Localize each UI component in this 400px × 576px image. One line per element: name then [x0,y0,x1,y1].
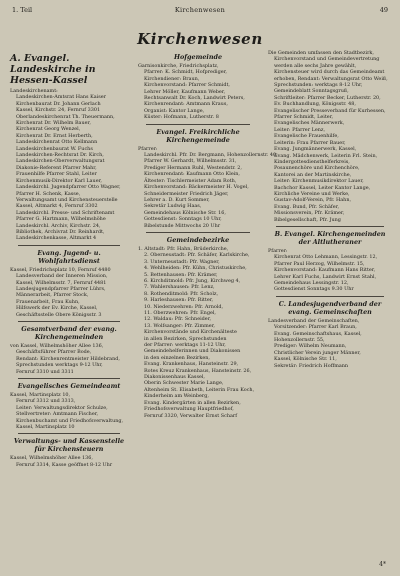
text-line: 1. Altstadt: Pfr. Hahn, Brüderkirche, [138,245,229,252]
text-line: Landeskirchl. Presse- und Schriftenamt [16,209,115,216]
text-line: Landeskirchenkasse, Altmarkt 4 [16,235,97,242]
text-line: Kirchenrat Dr. Ernst Herberth, [16,132,93,139]
text-line: Kindergottesdiensthelferkreis, [274,158,350,165]
column-1 [10,50,128,562]
section-rule [276,226,384,227]
text-line: Kassel, Altmarkt 4, Fernruf 3302 [16,203,98,210]
text-line: Kirchenrat Georg Wenzel, [16,126,81,133]
text-line: Lehrer a. D. Kurt Sommer, [144,196,210,203]
text-line: Die Gemeinden umfassen den Stadtbezirk, [268,50,374,56]
section-rule [276,296,384,297]
text-line: 8. Rothenditmold: Pfr. Scholz, [144,290,219,297]
section-heading: Evangel. Freikirchliche Kirchengemeinde [156,127,240,144]
text-line: Landeskirchl. Jugendpfarrer Otto Wagner, [16,184,121,191]
text-line: Verwaltungsamt und Kirchensteuerstelle [16,196,118,203]
text-line: Gustav-Adolf-Verein, Pfr. Hahn, [274,197,352,204]
text-line: Kassel, Friedrichsplatz 10, Fernruf 4480 [10,266,111,273]
signature-mark: 4* [379,561,386,568]
text-line: Pfarrer G. Hartmann, Wilhelmshöhe [16,216,106,223]
text-line: Kirchenrendant: Kaufmann Otto Klein, [144,171,240,178]
text-line: Leiter: Verwaltungsdirektor Schulze, [16,404,108,411]
text-line: Pfarrer Schmidt, Leiter, [274,114,334,121]
text-line: Lehrer Karl Fuchs, Landwirt Ernst Stahl, [274,273,377,280]
text-line: Landeskirchen-Oberverwaltungsrat [16,158,105,165]
section-body [268,318,392,369]
text-line: Pfarrer: [138,145,158,152]
text-line: von Kassel, Wilhelmshöher Allee 136, [10,343,104,349]
section-body [10,267,128,318]
section-rule [146,232,250,233]
page-title: Kirchenwesen [137,30,263,48]
text-line: Christlicher Verein junger Männer, [274,349,361,356]
text-line: 2. Oberneustadt: Pfr. Schäfer, Karlskirche, [144,252,250,259]
text-line: Kassel, Wilhelmsstr. 7, Fernruf 4481 [16,279,107,286]
text-line: Bibliothek, Archivrat Dr. Reinhardt, [16,228,105,235]
text-line: Landeskirchenrat Otto Kellmann [16,139,98,146]
text-line: Kirchenbuchamt und Friedhofsverwaltung, [16,417,124,424]
section-body [138,145,278,229]
page-number: 49 [379,6,388,14]
text-line: Landeskirchenbaurat W. Fuchs [16,145,93,152]
text-line: Sekretär Ludwig Haas, [144,203,202,210]
text-line: Kirchenbaurat Dr. Johann Gerlach [16,100,101,107]
text-line: Gottesdienst Sonntags 9.30 Uhr [274,286,354,293]
section-body [268,50,392,223]
section-rule [18,433,120,434]
text-line: 13. Wolfsanger: Pfr. Zimmer, [144,322,215,329]
text-line: 3. Unterneustadt: Pfr. Wagner, [144,258,220,265]
text-line: Kirchenrat Otto Lehmann, Lessingstr. 12, [274,254,378,261]
text-line: Kantorei an der Martinskirche, [274,171,352,178]
text-line: Evang. Jungmännerwerk, Kassel, [274,146,357,153]
text-line: Oberin Schwester Marie Lange, [144,380,224,387]
text-line: 6. Kirchditmold: Pfr. Jung, Kirchweg 4, [144,277,241,284]
text-line: Rotes Kreuz Krankenhaus, Hansteinstr. 26, [144,367,252,374]
section-rule [146,124,250,125]
section-heading: Gemeindebezirke [166,235,230,244]
text-line: Evangelische Frauenhilfe, [274,133,339,140]
section-rule [18,245,120,246]
section-heading: A. Evangel. Landeskirche in Hessen-Kassel [10,53,96,86]
section-body [10,343,128,375]
text-line: 5. Bettenhausen: Pfr. Krämer, [144,271,218,278]
section-body [138,63,258,121]
text-line: Landesverband der Inneren Mission, [16,273,108,280]
section-rule [18,378,120,379]
text-line: Kassel, Martinsplatz 10, [10,392,71,399]
text-line: Schriftleiter: Pfarrer Becker, Lutherstr. 20, [274,94,381,101]
text-line: Evang. Gemeinschaftshaus, Kassel, [274,330,362,337]
text-line: Stellvertreter: Amtmann Fischer, [16,411,99,418]
text-line: 12. Waldau: Pfr. Schneider, [144,316,212,323]
section-body [10,88,128,242]
text-line: Friedhofsverwaltung Hauptfriedhof, [144,406,234,413]
text-line: Evangelisches Männerwerk, [274,120,345,127]
text-line: Landesjugendpfarrer Pfarrer Lührs, [16,285,106,292]
text-line: Pfarrer: [268,247,288,254]
text-line: Rechtsanwalt Dr. Koch, Landwirt Peters, [144,95,245,102]
text-line: Kinderheim am Weinberg, [144,393,209,400]
text-line: Gottesdienst: Sonntags 10 Uhr, [144,216,222,223]
text-line: Evang. Bund, Pfr. Schäfer, [274,203,339,210]
text-line: Kirchenvorstand und Gemeindevertretung [274,56,380,63]
text-line: werden alle sechs Jahre gewählt, [274,62,357,69]
text-line: 7. Wahlershausen: Pfr. Lenz, [144,284,215,291]
text-line: 11. Oberzwehren: Pfr. Engel, [144,310,216,316]
text-line: Frauenhilfe Pfarrer Stahl, Leiter [16,171,97,178]
text-line: Kassel, Kölnische Str. 11, [274,356,337,363]
text-line: Altenheim St. Elisabeth, Leiterin Frau Koch, [144,386,255,393]
text-line: Evang. Krankenhaus, Hansteinstr. 29, [144,361,239,368]
text-line: Sekretär: Friedrich Hoffmann [274,362,349,369]
text-line: Garnisonkirche, Friedrichsplatz, [138,63,219,69]
text-line: Kirchenrat Dr. Wilhelm Bauer, [16,120,91,127]
text-line: Gemeindeblatt Sonntagsgruß, [274,88,349,95]
section-heading: Evang. Jugend- u. Wohlfahrtsdienst [37,248,101,265]
text-line: Gemeindehelferinnen und Diakonissen [144,348,241,355]
section-body [138,246,258,419]
text-line: Hilfswerk der Ev. Kirche, Kassel, [16,305,98,312]
text-line: Oberlandeskirchenrat Th. Theuermann, [16,113,115,120]
text-line: Fernruf 3314, Kasse geöffnet 8-12 Uhr [16,461,113,468]
section-heading: Gesamtverband der evang. Kirchengemeinden [21,325,117,341]
section-heading: Hofgemeinde [173,53,223,61]
text-line: in den einzelnen Bezirken, [144,354,210,361]
text-line: Frauenarbeit, Frau Kuhn, [16,298,80,305]
text-line: Küster: Hofmann, Lutherstr. 8 [144,114,219,121]
text-line: Pfarrer Paul Herzog, Wilhelmstr. 15, [274,260,365,267]
section-body [268,248,392,293]
text-line: Pfarrer W. Gerhardt, Wilhelmsstr. 31, [144,158,237,165]
text-line: Evang. Kindergärten in allen Bezirken, [144,399,241,406]
text-line: 10. Niederzwehren: Pfr. Arnold, [144,303,224,310]
column-3 [268,50,392,562]
text-line: Kirchliche Vereine und Werke, [274,190,350,197]
text-line: 4. Wehlheiden: Pfr. Kühn, Christuskirche, [144,265,247,272]
section-heading: B. Evangel. Kirchengemeinden der Altlutheraner [274,229,386,246]
text-line: Evang. Mädchenwerk, Leiterin Frl. Stein, [274,152,378,159]
text-line: Kirchenrendant: Amtmann Kraus, [144,101,228,108]
section-body [10,455,128,468]
text-line: Leiterin: Frau Pfarrer Bauer, [274,139,346,146]
text-line: Bibelstunde Mittwochs 20 Uhr [144,222,221,229]
text-line: Männerarbeit, Pfarrer Stock, [16,292,89,299]
text-line: Landeskirchen-Rechtsrat Dr. Kirch, [16,152,104,159]
text-line: Vorsitzender: Pfarrer Karl Braun, [274,324,357,331]
text-line: Kirchensteuer wird durch das Gemeindeamt [274,69,385,76]
text-line: Landeskirchenamt: [10,88,58,94]
text-line: Ältester: Tischlermeister Adam Roth, [144,177,237,184]
text-line: Leiter: Kirchenmusikdirektor Lauer, [274,178,364,185]
text-line: Pfarrer H. Schenk, Kasse, [16,190,81,197]
text-line: Diakonie-Referent Pfarrer Mahr, [16,164,97,171]
text-line: Ev. Buchhandlung, Königsstr. 48, [274,101,356,108]
section-rule [18,321,120,322]
text-line: Geschäftsstelle Obere Königsstr. 3 [16,311,102,318]
text-line: Missionsverein, Pfr. Krämer, [274,210,345,217]
text-line: Geschäftsführer Pfarrer Bode, [16,349,92,356]
text-line: Schneidermeister Friedrich Jäger, [144,190,229,197]
text-line: Organist: Kantor Lange, [144,107,205,114]
text-line: Pfarrer: K. Schmidt, Hofprediger, [144,69,227,76]
running-head-left: 1. Teil [12,6,33,14]
text-line: Gemeindehaus Kölnische Str. 16, [144,209,226,216]
text-line: Landeskirchen-Amtsrat Hans Kaiser [16,94,106,101]
section-heading: C. Landesjugendverband der evang. Gemeinschaften [278,299,382,316]
text-line: Evangelischer Presseverband für Kurhessen, [274,107,386,114]
text-line: Prediger Hermann Ruhl, Westendstr. 2, [144,164,242,171]
running-head-center: Kirchenwesen [174,6,226,14]
text-line: Kassel, Wilhelmshöher Allee 136, [10,455,93,462]
text-line: Sprechstunden: werktags 8-12 Uhr, [274,82,363,89]
text-line: Kirchenvorstand: Bäckermeister H. Vogel, [144,184,249,191]
text-line: der Pfarrer: werktags 11-12 Uhr, [144,342,226,349]
text-line: Landeskirchl. Pfr. Dr. Bergmann, Hohenzollernstr. 40, [144,152,278,159]
text-line: Fernruf 3320, Verwalter Ernst Scharf [144,412,238,419]
text-line: Gemeindehaus Lessingstr. 12, [274,280,349,286]
text-line: Kassel, Martinsplatz 10 [16,424,75,431]
section-heading: Evangelisches Gemeindeamt [17,382,121,391]
text-line: Bachchor Kassel, Leiter Kantor Lange, [274,184,371,191]
text-line: 9. Harleshausen: Pfr. Ritter, [144,297,214,304]
text-line: Fernruf 3312 und 3313, [16,398,76,405]
text-line: Landeskirchl. Archiv, Kirchstr. 24, [16,222,101,229]
text-line: Kirchenvorstände und Kirchenälteste [144,329,237,336]
text-line: Kassel, Kirchstr. 24, Fernruf 3301 [16,107,101,114]
text-line: Kirchenvorstand: Kaufmann Hans Ritter, [274,267,376,274]
text-line: Posaunenchöre und Kirchenchöre, [274,165,360,172]
section-body [10,392,128,430]
text-line: erhoben, Rendant: Verwaltungsrat Otto Weiß, [274,75,388,82]
text-line: Leiter: Pfarrer Lenz, [274,126,326,133]
text-line: Landesverband der Gemeinschaften, [268,317,360,324]
text-line: Fernruf 3310 und 3311 [16,368,74,375]
text-line: Sprechstunden werktags 9-12 Uhr, [16,362,103,369]
text-line: Prediger: Wilhelm Neumann, [274,343,347,350]
text-line: Rendant: Kirchenrentmeister Hildebrand, [16,355,120,362]
text-line: in allen Bezirken, Sprechstunden [144,335,227,342]
text-line: Hohenzollernstr. 55, [274,337,325,344]
column-2 [138,50,278,562]
text-line: Lehrer Möller, Kaufmann Weber, [144,88,226,95]
section-heading: Verwaltungs- und Kassenstelle für Kirchensteuern [13,437,125,454]
text-line: Kirchendiener: Braun, [144,75,200,82]
text-line: Diakonissenhaus Kassel, [144,374,205,381]
text-line: Kirchenmusik-Direktor Karl Lauer, [16,177,102,184]
text-line: Bibelgesellschaft, Pfr. Jung [274,216,341,223]
running-head [12,6,388,18]
text-line: Kirchenvorstand: Pfarrer Schmidt, [144,82,230,89]
